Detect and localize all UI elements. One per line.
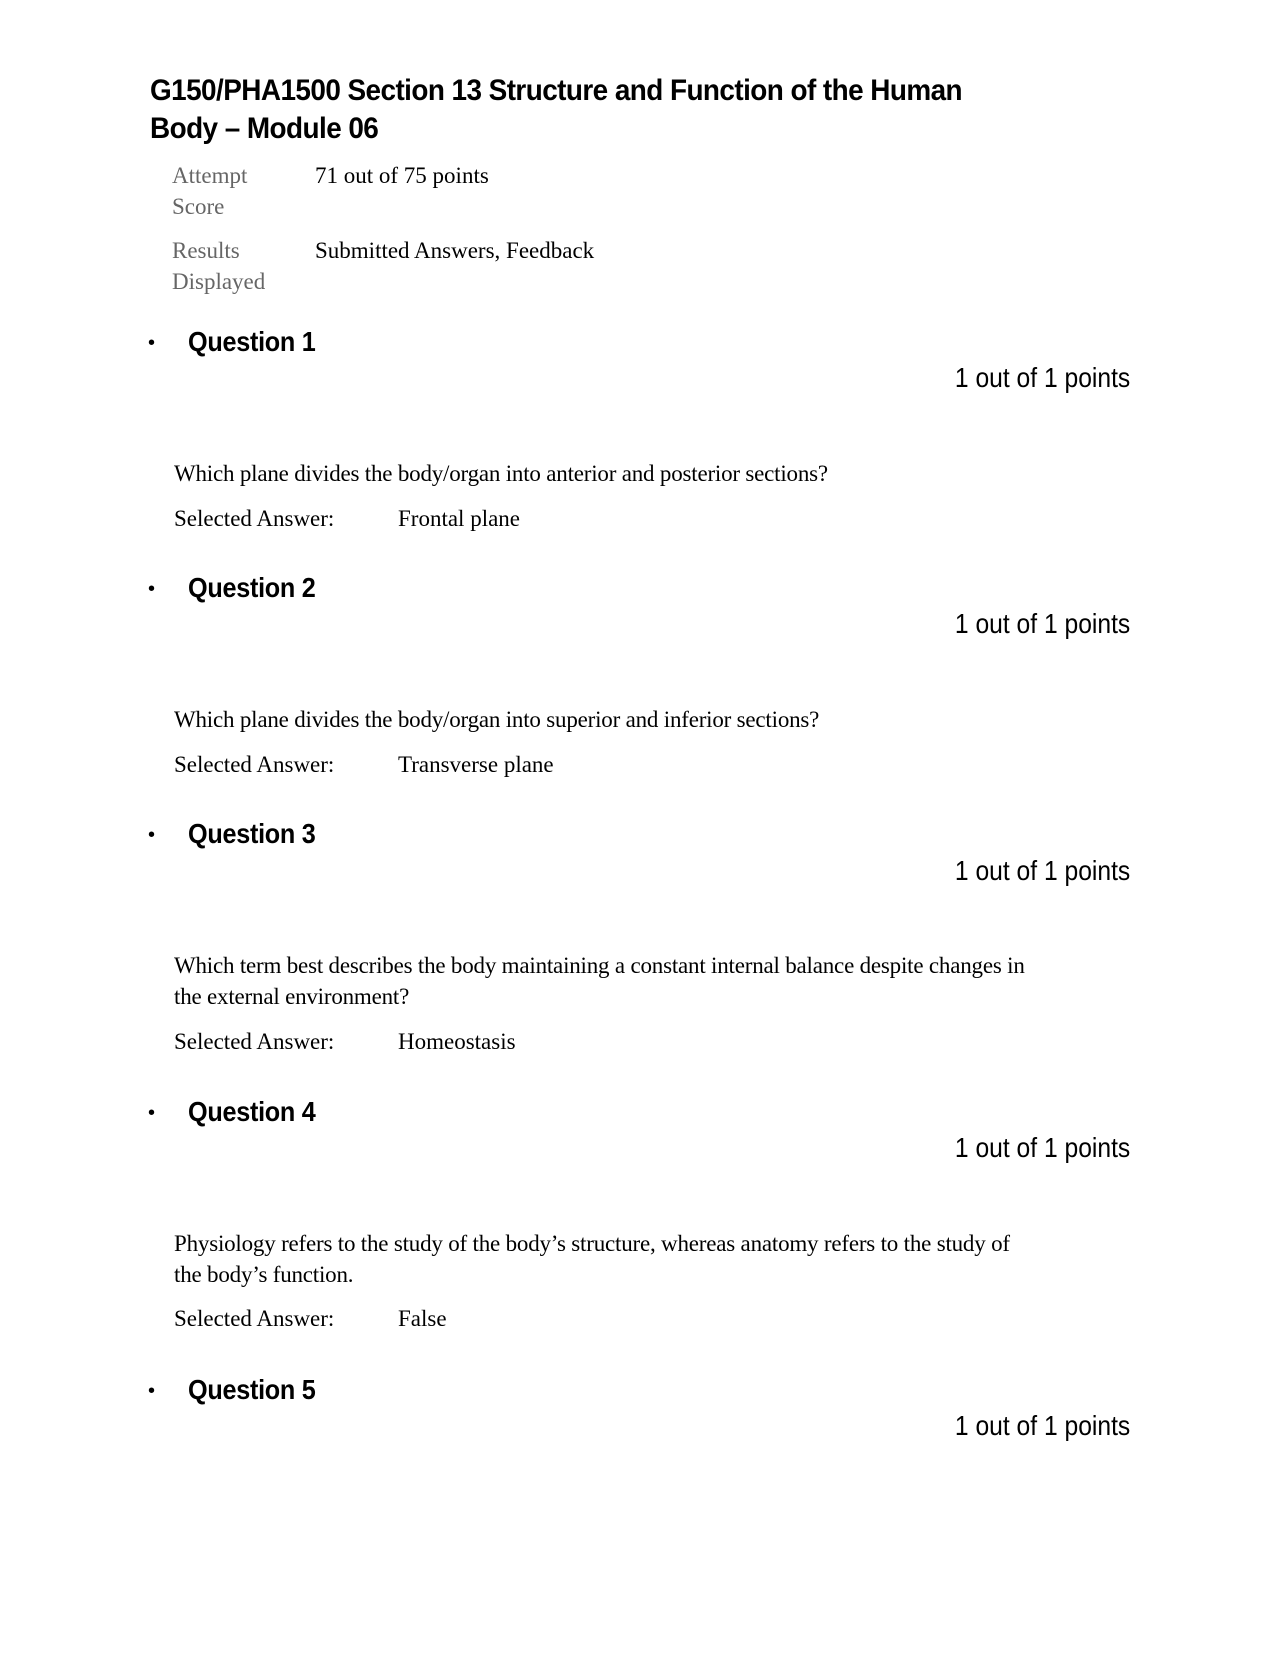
bullet-icon: • (148, 1380, 156, 1402)
question-points: 1 out of 1 points (954, 1132, 1130, 1163)
results-displayed-value: Submitted Answers, Feedback (315, 238, 595, 263)
selected-answer-label: Selected Answer: (174, 1029, 335, 1054)
question-points: 1 out of 1 points (954, 855, 1130, 886)
attempt-score-label: Attempt Score (172, 163, 248, 219)
selected-answer-value: Homeostasis (398, 1029, 516, 1054)
question-text: Physiology refers to the study of the body’s structure, whereas anatomy refers to the study of the body’s function. (174, 1231, 1010, 1287)
selected-answer-label: Selected Answer: (174, 506, 335, 531)
bullet-icon: • (148, 332, 156, 354)
question-text: Which term best describes the body maintaining a constant internal balance despite changes in the external environment? (174, 953, 1025, 1009)
bullet-icon: • (148, 824, 156, 846)
bullet-icon: • (148, 1102, 156, 1124)
attempt-score-value: 71 out of 75 points (315, 163, 489, 188)
page-title: G150/PHA1500 Section 13 Structure and Function of the Human Body – Module 06 (150, 74, 963, 145)
selected-answer-value: False (398, 1306, 447, 1331)
question-text: Which plane divides the body/organ into superior and inferior sections? (174, 707, 820, 732)
question-text: Which plane divides the body/organ into anterior and posterior sections? (174, 461, 828, 486)
question-title: Question 4 (188, 1096, 316, 1127)
question-title: Question 1 (188, 326, 316, 357)
selected-answer-value: Frontal plane (398, 506, 520, 531)
bullet-icon: • (148, 578, 156, 600)
question-points: 1 out of 1 points (954, 608, 1130, 639)
question-title: Question 5 (188, 1374, 316, 1405)
selected-answer-label: Selected Answer: (174, 752, 335, 777)
question-title: Question 2 (188, 572, 316, 603)
results-displayed-label: Results Displayed (172, 238, 266, 294)
selected-answer-value: Transverse plane (398, 752, 554, 777)
question-title: Question 3 (188, 818, 316, 849)
question-points: 1 out of 1 points (954, 362, 1130, 393)
selected-answer-label: Selected Answer: (174, 1306, 335, 1331)
question-points: 1 out of 1 points (954, 1410, 1130, 1441)
